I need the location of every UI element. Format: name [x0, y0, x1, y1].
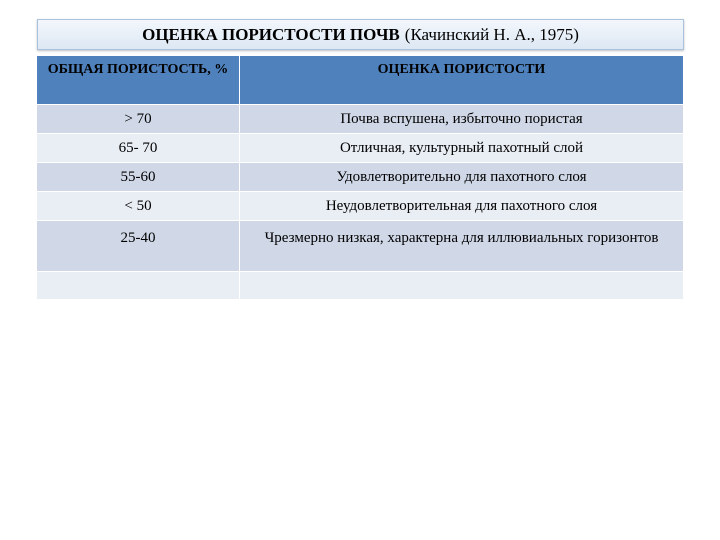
table-cell-porosity: 25-40	[37, 221, 240, 272]
table-cell-porosity: 55-60	[37, 163, 240, 192]
title-bold: ОЦЕНКА ПОРИСТОСТИ ПОЧВ	[142, 24, 400, 44]
slide-title	[37, 19, 684, 50]
table-cell-rating: Отличная, культурный пахотный слой	[240, 134, 684, 163]
table-cell-rating: Почва вспушена, избыточно пористая	[240, 105, 684, 134]
table-cell-porosity: > 70	[37, 105, 240, 134]
table-cell-rating: Неудовлетворительная для пахотного слоя	[240, 192, 684, 221]
table-cell-empty	[37, 272, 240, 300]
table-cell-rating: Чрезмерно низкая, характерна для иллювиальных горизонтов	[240, 221, 684, 272]
table-cell-rating: Удовлетворительно для пахотного слоя	[240, 163, 684, 192]
porosity-table	[37, 56, 684, 300]
title-citation: (Качинский Н. А., 1975)	[404, 24, 579, 44]
header-porosity-rating: ОЦЕНКА ПОРИСТОСТИ	[240, 56, 684, 105]
table-cell-empty	[240, 272, 684, 300]
header-total-porosity: ОБЩАЯ ПОРИСТОСТЬ, %	[37, 56, 240, 105]
table-cell-porosity: < 50	[37, 192, 240, 221]
table-cell-porosity: 65- 70	[37, 134, 240, 163]
